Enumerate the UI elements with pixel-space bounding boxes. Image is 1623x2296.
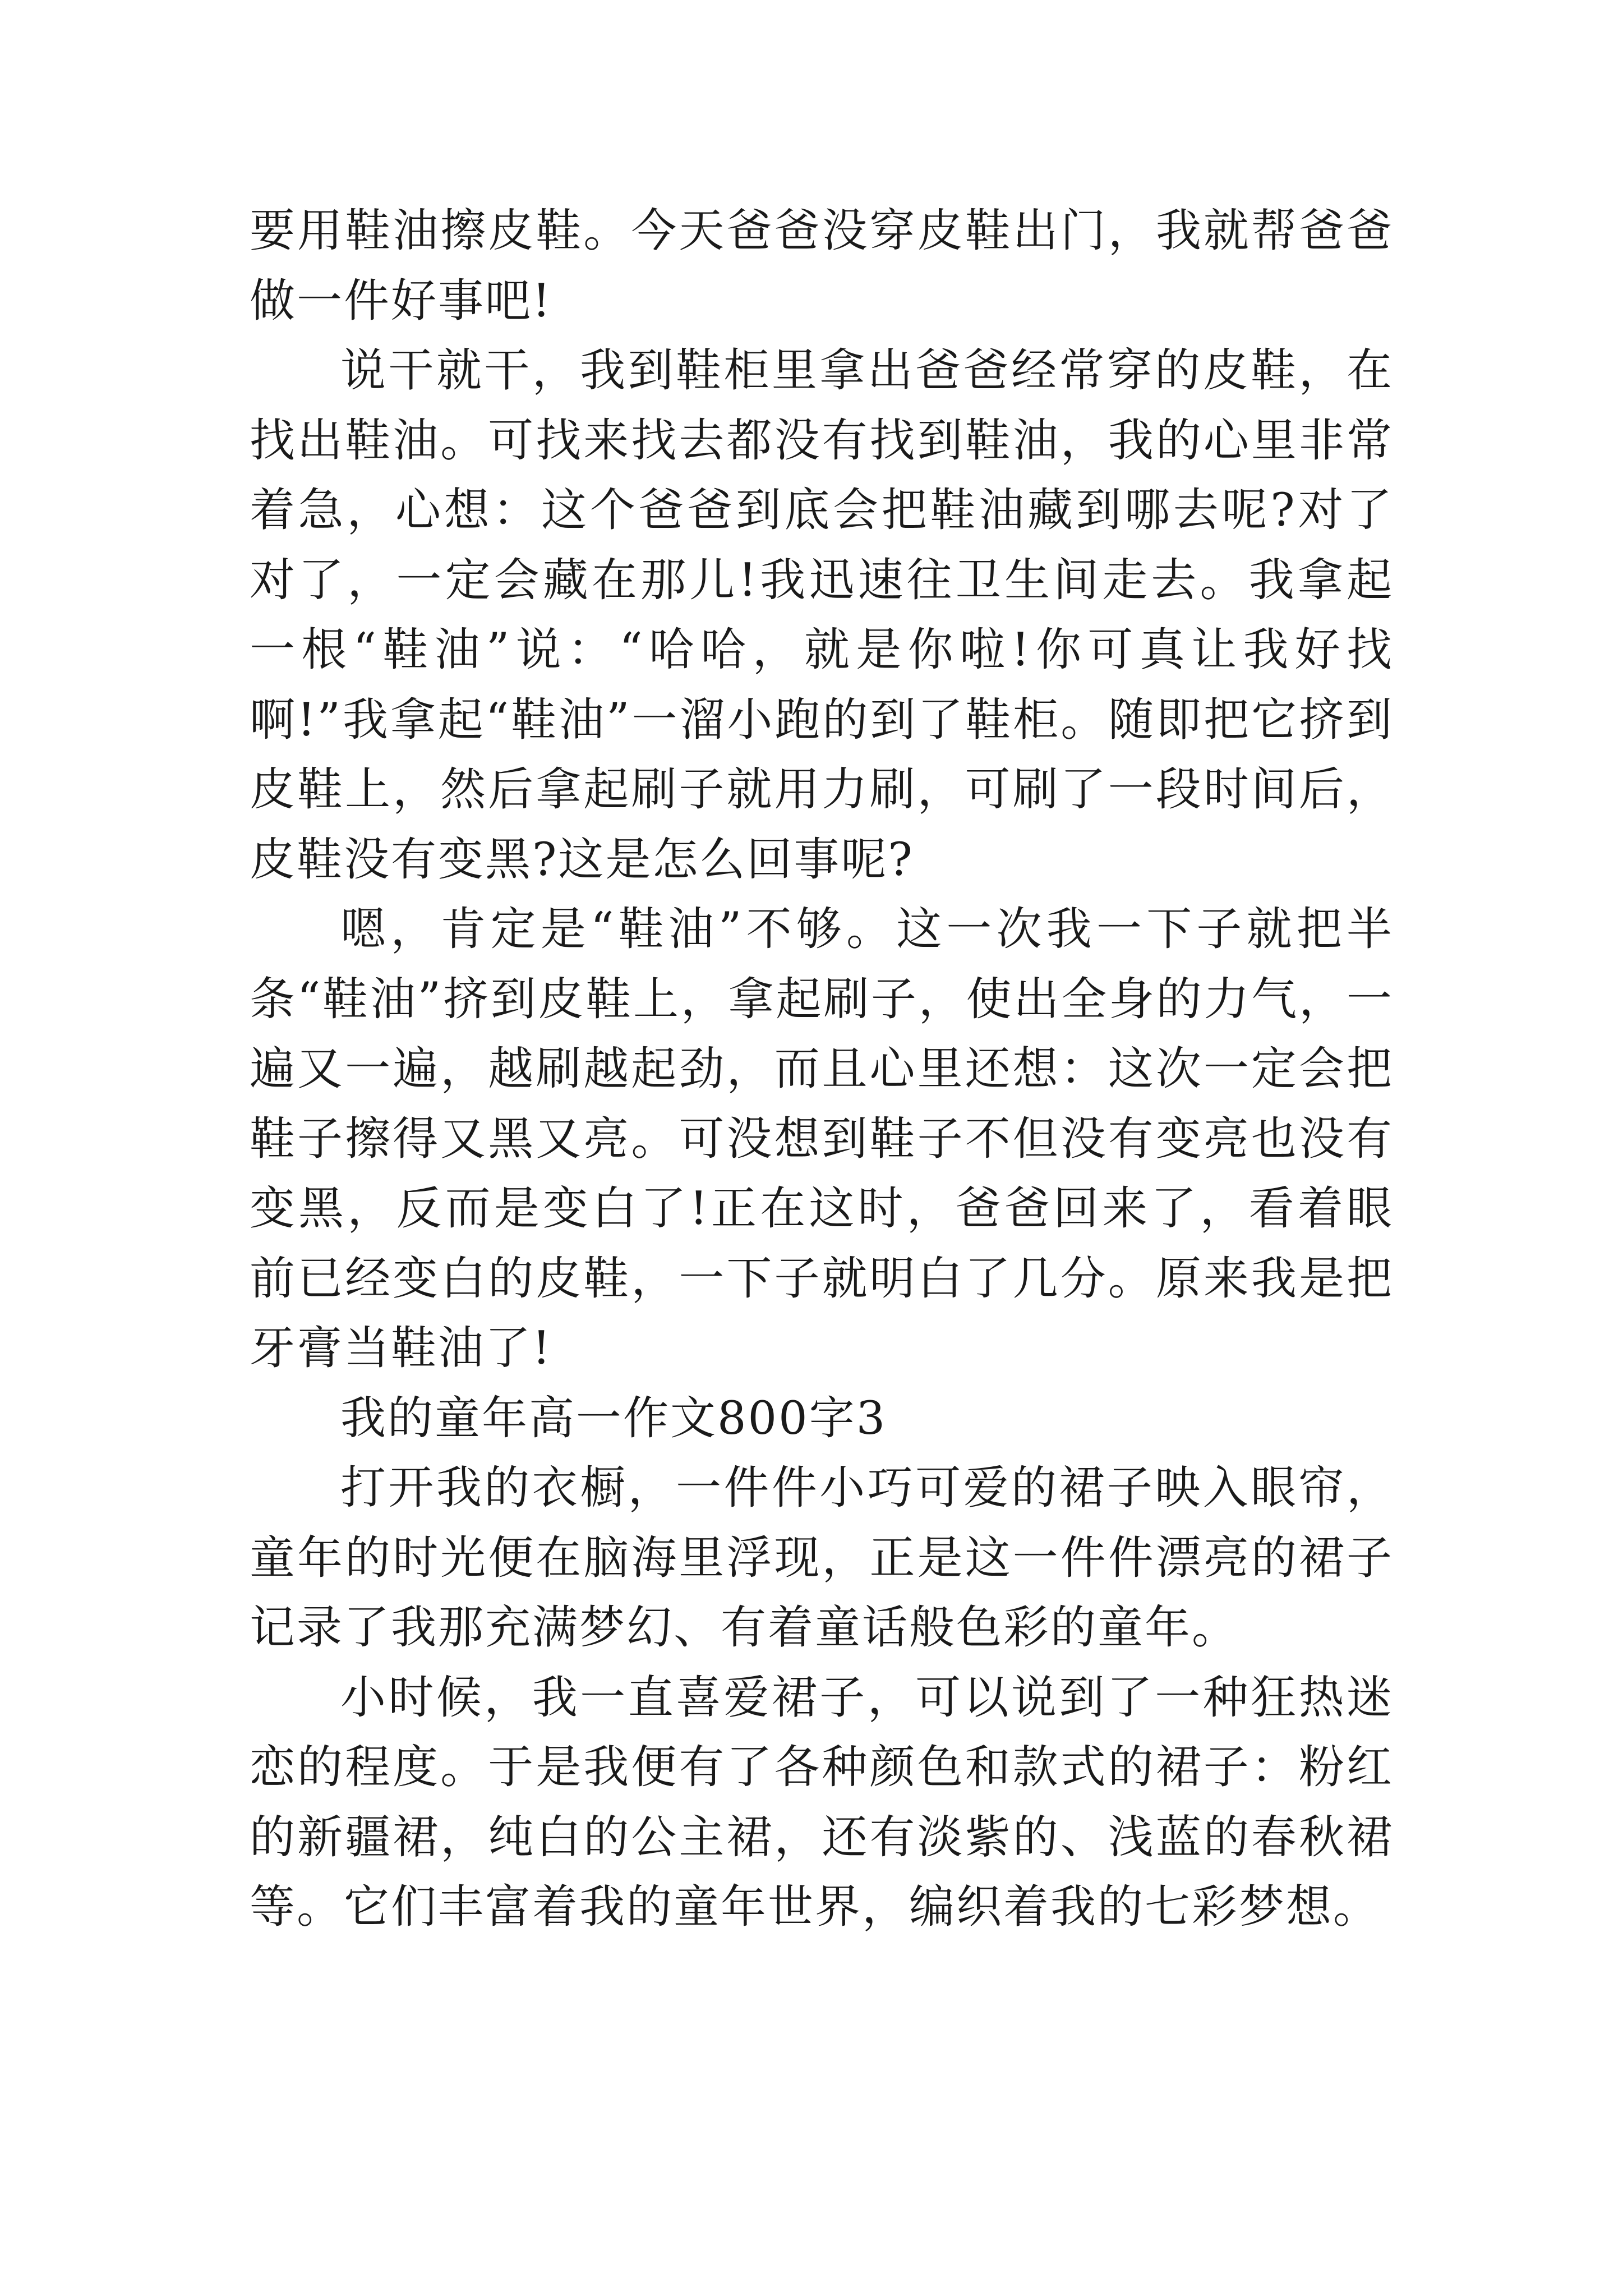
paragraph-continuation: 要用鞋油擦皮鞋。今天爸爸没穿皮鞋出门，我就帮爸爸做一件好事吧! [250, 205, 1394, 328]
paragraph-toothpaste-reveal: 嗯，肯定是“鞋油”不够。这一次我一下子就把半条“鞋油”挤到皮鞋上，拿起刷子，使出全身的力气，一遍又一遍，越刷越起劲，而且心里还想：这次一定会把鞋子擦得又黑又亮。可没想到鞋子不但没有变亮也没有变黑，反而是变白了!正在这时，爸爸回来了，看着眼前已经变白的皮鞋，一下子就明白了几分。原来我是把牙膏当鞋油了! [250, 903, 1394, 1375]
paragraph-dresses: 小时候，我一直喜爱裙子，可以说到了一种狂热迷恋的程度。于是我便有了各种颜色和款式的裙子：粉红的新疆裙，纯白的公主裙，还有淡紫的、浅蓝的春秋裙等。它们丰富着我的童年世界，编织着我的七彩梦想。 [250, 1671, 1394, 1934]
document-body [250, 196, 1394, 1943]
paragraph-shoe-polish-search: 说干就干，我到鞋柜里拿出爸爸经常穿的皮鞋，在找出鞋油。可找来找去都没有找到鞋油，我的心里非常着急，心想：这个爸爸到底会把鞋油藏到哪去呢?对了对了，一定会藏在那儿!我迅速往卫生间走去。我拿起一根“鞋油”说：“哈哈，就是你啦!你可真让我好找啊!”我拿起“鞋油”一溜小跑的到了鞋柜。随即把它挤到皮鞋上，然后拿起刷子就用力刷，可刷了一段时间后，皮鞋没有变黑?这是怎么回事呢? [250, 344, 1394, 886]
essay-heading: 我的童年高一作文800字3 [340, 1392, 887, 1445]
paragraph-wardrobe: 打开我的衣橱，一件件小巧可爱的裙子映入眼帘，童年的时光便在脑海里浮现，正是这一件件漂亮的裙子记录了我那充满梦幻、有着童话般色彩的童年。 [250, 1462, 1394, 1654]
